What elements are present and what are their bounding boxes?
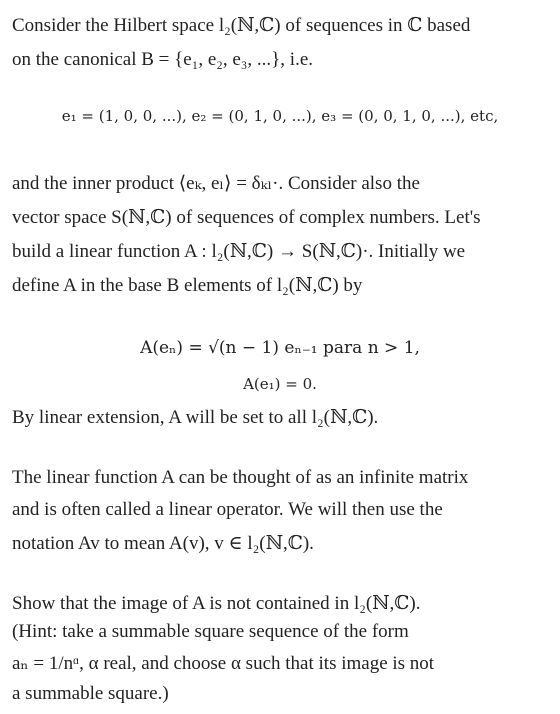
text-line-11: Show that the image of A is not contained in l₂(ℕ,ℂ). [12,593,421,614]
text-line-12: (Hint: take a summable square sequence of the form [12,621,409,642]
text-line-3: and the inner product ⟨eₖ, eₗ⟩ = δₖₗ·. Consider also the [12,173,420,194]
text-line-7: By linear extension, A will be set to all l₂(ℕ,ℂ). [12,407,379,428]
text-line-2: on the canonical B = {e₁, e₂, e₃, ...}, i.e. [12,49,314,70]
text-line-13: aₙ = 1/nᵅ, α real, and choose α such that its image is not [12,653,435,674]
text-line-4: vector space S(ℕ,ℂ) of sequences of complex numbers. Let's [12,207,481,228]
text-line-10: notation Av to mean A(v), v ∈ l₂(ℕ,ℂ). [12,533,314,554]
text-line-1: Consider the Hilbert space l₂(ℕ,ℂ) of sequences in ℂ based [12,15,471,36]
equation-basis-vectors: e₁ = (1, 0, 0, ...), e₂ = (0, 1, 0, ...), e₃ = (0, 0, 1, 0, ...), etc, [61,107,499,125]
text-line-5: build a linear function A : l₂(ℕ,ℂ) → S(ℕ,ℂ)·. Initially we [12,241,466,262]
text-line-6: define A in the base B elements of l₂(ℕ,ℂ) by [12,275,363,296]
text-line-9: and is often called a linear operator. We will then use the [12,499,443,520]
equation-operator-base-case: A(e₁) = 0. [243,375,317,393]
text-line-8: The linear function A can be thought of as an infinite matrix [12,467,469,488]
equation-operator-definition: A(eₙ) = √(n − 1) eₙ₋₁ para n > 1, [140,338,420,358]
text-line-14: a summable square.) [12,683,169,704]
